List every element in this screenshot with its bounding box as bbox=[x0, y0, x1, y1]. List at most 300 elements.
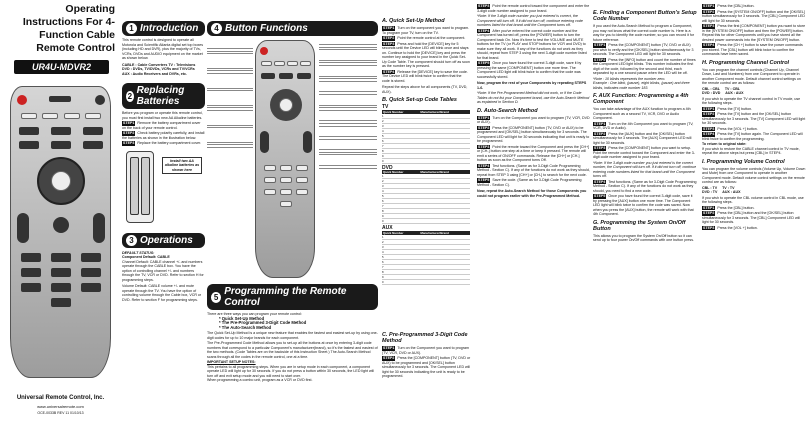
remote-button bbox=[21, 113, 37, 119]
remote-button bbox=[261, 73, 275, 79]
repeat-note: Now, repeat the Auto-Search Method for those Components you could not program earlier with the Pre-Programmed Method. bbox=[477, 189, 587, 198]
section-header bbox=[207, 21, 378, 36]
callout-rule bbox=[319, 168, 377, 169]
section-text: You can program the volume controls (Volume Up, Volume Down and Mute) from one Component to operate in another Component mode. Default volume control settings on the remote control are as follows: bbox=[702, 166, 806, 184]
quick-number-cell: 4 bbox=[382, 128, 419, 133]
step-text: Press the [AUX] button and the [OK/SEL] button simultaneously for 3 seconds. The [AUX] Component LED will light for 30 seconds. bbox=[593, 131, 692, 145]
programming-intro: There are three ways you can program your remote control: bbox=[207, 312, 302, 316]
callout-rule bbox=[319, 107, 377, 108]
remote-button bbox=[81, 268, 101, 277]
programming-text: The Quick Set-Up Method is a unique new feature that enables the fastest and easiest set-up by using one-digit codes for up to 10 major brands for each component. bbox=[207, 331, 378, 340]
step-row bbox=[593, 122, 697, 131]
battery-step bbox=[122, 141, 205, 146]
ok-button bbox=[51, 171, 71, 191]
column-header: Quick Number bbox=[382, 110, 419, 114]
step-text: Press the [COMPONENT] button (TV, DVD or AUX) to be programmed and [OK/SEL] button simultaneously for 3 seconds. The Component LED will light for 30 seconds indicating the unit is ready to be programmed. bbox=[382, 356, 471, 378]
intro-column bbox=[122, 0, 205, 422]
step-row bbox=[477, 164, 590, 178]
remote-button bbox=[51, 283, 71, 292]
column-header: Manufacturer/Brand bbox=[419, 231, 470, 235]
step-badge: STEP3 bbox=[478, 144, 490, 149]
step-text: Test functions. (Same as for 3-Digit Code Programming Method - Section C). If any of the functions do not work as they should, repeat from STEP 3 using [CH+] or [CH-] to search for the next code. bbox=[477, 163, 590, 177]
remote-button bbox=[280, 189, 292, 195]
callout-rule bbox=[207, 127, 253, 128]
battery-note: Install two AA alkaline batteries as shown here bbox=[162, 157, 202, 175]
callout-rule bbox=[319, 126, 377, 127]
step-row bbox=[382, 70, 470, 84]
callout-rule bbox=[319, 123, 377, 124]
quick-number-cell: 1 bbox=[382, 235, 419, 240]
method-item: * The Auto-Search Method bbox=[219, 324, 272, 330]
repeat-note: Now, program the rest of your Components by repeating STEPS 1-6. bbox=[477, 81, 587, 90]
section-c-title: C. Pre-Programmed 3-Digit Code Method bbox=[382, 332, 468, 344]
programming-text: The Pre-Programmed Code Method allows you to set-up all the buttons at once by entering 3-digit code numbers that correspond to a particular Component's manufacturer(brand), so it's the fastest and easiest of the two methods. (Code Tables are on the backside of this Instruction Sheet.) The Auto-Search Method scans through all the codes in the remote control, one at a time. bbox=[207, 341, 378, 359]
callout-rule bbox=[207, 68, 253, 69]
remote-button bbox=[280, 165, 292, 171]
remote-button bbox=[95, 95, 105, 105]
brand-cell bbox=[419, 158, 470, 163]
step-text: Release the [DEVICE] key to save the code. The Device LED will blink twice to confirm that the code is stored. bbox=[382, 69, 468, 83]
column-header: Manufacturer/Brand bbox=[419, 110, 470, 114]
quick-number-cell: 6 bbox=[382, 138, 419, 143]
section-text: If you wish to operate the TV channel control in TV mode, use the following steps. bbox=[702, 96, 801, 105]
callout-rule bbox=[207, 144, 253, 145]
step-row bbox=[702, 43, 806, 57]
callout-rule bbox=[207, 125, 253, 126]
step-row bbox=[382, 346, 472, 355]
callout-rule bbox=[319, 65, 377, 66]
step-badge: STEP3 bbox=[703, 126, 715, 131]
step-row bbox=[702, 4, 806, 9]
callout-rule bbox=[207, 105, 253, 106]
brand-cell bbox=[419, 219, 470, 224]
buttons-column bbox=[207, 0, 378, 422]
remote-button bbox=[274, 61, 285, 66]
callout-rule bbox=[319, 149, 377, 150]
callout-lines-right bbox=[319, 42, 377, 170]
step-text: Press the [CBL] button. bbox=[717, 4, 755, 8]
step-row bbox=[477, 126, 590, 144]
remote-button bbox=[49, 96, 71, 102]
quick-number-cell: 3 bbox=[382, 244, 419, 249]
step-text: Press the [TV] button. bbox=[717, 106, 753, 111]
example-text: Example : One blink, (pause), eight blinks, (pause) and three blinks, indicates code number 183. bbox=[593, 81, 690, 90]
battery-icon bbox=[130, 157, 139, 215]
battery-step bbox=[122, 121, 205, 130]
step-text: Press the [VOL +] button. bbox=[717, 126, 758, 131]
step-row bbox=[382, 36, 470, 41]
remote-button bbox=[264, 165, 276, 171]
power-icon bbox=[17, 95, 27, 105]
step-text: Press the [TV] button again. The Component LED will blink twice to confirm the programming. bbox=[702, 132, 803, 141]
step-badge: STEP1 bbox=[703, 106, 715, 111]
device-line: AUX : Audio Receivers and DVRs, etc. bbox=[122, 71, 187, 76]
method-item: * The Pre-Programmed 3-Digit Code Method bbox=[219, 320, 307, 325]
step-badge: STEP5 bbox=[478, 178, 490, 182]
battery-illustration bbox=[122, 149, 205, 227]
step-badge: STEP1 bbox=[594, 121, 606, 126]
quick-number-cell: 7 bbox=[382, 204, 419, 209]
remote-button bbox=[296, 165, 308, 171]
section-title: Programming the Remote Control bbox=[224, 286, 347, 308]
step-badge: STEP1 bbox=[594, 43, 606, 47]
button-diagram bbox=[207, 36, 378, 282]
mapping-row: CBL : CBL TV : CBL bbox=[702, 86, 740, 91]
model-badge: UR4U-MDVR2 bbox=[14, 60, 109, 74]
step-text: Turn on the Component you want to program (TV, VCR, DVD or AUX). bbox=[382, 346, 469, 355]
intro-text: This remote control is designed to operate all Motorola and Scientific Atlanta digital set top boxes (including HD and DVR), plus the majority of TVs, VCRs, DVDs and AUDIO equipment on the market as shown below. bbox=[122, 38, 204, 60]
quick-number-cell: 5 bbox=[382, 133, 419, 138]
channel-volume-column bbox=[702, 0, 806, 422]
step-badge: STEP3 bbox=[383, 41, 395, 46]
step-text: Once you have found the correct 3-digit code, save it by pressing the [AUX] button one more time. The Component LED light will blink twice to confirm the code was saved. Now when you press the [AUX] button, the remote will work with that 4th Component. bbox=[593, 194, 694, 216]
step-row bbox=[477, 61, 590, 79]
callout-rule bbox=[319, 94, 377, 95]
remote-button bbox=[83, 141, 103, 149]
step-badge: STEP1 bbox=[478, 115, 490, 120]
mapping-row: CBL : TV TV : TV bbox=[702, 185, 735, 190]
step-text: Turn on the Component you want to program (TV, VCR, DVD or AUX). bbox=[477, 115, 590, 124]
quick-number-cell: 9 bbox=[382, 274, 419, 279]
remote-button bbox=[296, 177, 308, 183]
step-text: Turn on the 4th Component you want to program (TV, VCR, DVD or Audio). bbox=[593, 121, 694, 130]
step-row bbox=[382, 356, 472, 379]
step-row bbox=[702, 112, 806, 126]
section-number: 2 bbox=[127, 91, 133, 101]
callout-rule bbox=[319, 120, 377, 121]
step-badge: STEP2 bbox=[703, 9, 715, 14]
remote-button bbox=[83, 127, 103, 135]
step-badge: STEP2 bbox=[594, 131, 606, 136]
step-badge: STEP1 bbox=[703, 205, 715, 210]
step-badge: STEP3 bbox=[478, 4, 490, 8]
section-c-block bbox=[382, 330, 472, 422]
step-text: Press the [SYSTEM ON/OFF] button and the [OK/SEL] button simultaneously for 3 seconds. The [CBL] Component LED will light for 30 seconds. bbox=[702, 9, 806, 23]
step-badge: STEP5 bbox=[594, 194, 606, 198]
dvd-code-table bbox=[382, 170, 470, 224]
remote-button bbox=[42, 113, 58, 119]
step-badge: STEP3 bbox=[123, 141, 135, 145]
remote-button bbox=[17, 213, 29, 243]
method-item: * Quick Set-Up Method bbox=[219, 315, 265, 321]
step-row bbox=[593, 43, 697, 57]
step-badge: STEP1 bbox=[703, 4, 715, 8]
callout-rule bbox=[207, 73, 253, 74]
remote-button bbox=[280, 177, 292, 183]
callout-lines-left bbox=[207, 46, 253, 150]
section-header bbox=[207, 284, 378, 310]
step-row bbox=[702, 10, 806, 24]
callout-rule bbox=[319, 91, 377, 92]
remote-button bbox=[21, 253, 41, 262]
battery-text: Before you program or operate this remote control, you must first install two new AA Alkaline batteries. bbox=[122, 111, 203, 120]
setup-notes-heading: IMPORTANT SETUP NOTES: bbox=[207, 360, 256, 364]
step-text: Point the remote control at the component. bbox=[397, 36, 466, 40]
callout-rule bbox=[319, 47, 377, 48]
callout-rule bbox=[319, 78, 377, 79]
step-text: Save the code. (Same as for 3-Digit Code Programming Method - Section C). bbox=[477, 178, 582, 187]
callout-rule bbox=[207, 107, 253, 108]
step-text: Press the [INFO] button and count the number of times the Component LED light blinks. This number indicates the first digit of the code, followed by the second and third, each separated by a one second pause when the LED will be off. bbox=[593, 57, 696, 75]
battery-icon bbox=[141, 157, 150, 215]
remote-illustration bbox=[10, 86, 111, 378]
step-badge: STEP2 bbox=[594, 57, 606, 62]
section-number: 3 bbox=[126, 235, 137, 246]
section-number: 4 bbox=[211, 23, 222, 34]
step-text: Check battery polarity carefully, and install the batteries as shown in the illustration below. bbox=[122, 131, 205, 140]
brand-cell bbox=[419, 279, 470, 284]
section-text: If you wish to operate the CBL volume control in CBL mode, use the following steps. bbox=[702, 195, 804, 204]
volume-default: Volume Default: CABLE volume +/- and mute operate through the TV. You have the option of controlling volume through the Cable box, VCR or DVD. Refer to section F for programming steps. bbox=[122, 284, 202, 302]
remote-button bbox=[53, 217, 69, 233]
callout-rule bbox=[207, 142, 253, 143]
section-g-title: G. Programming the System On/Off Button bbox=[593, 219, 686, 232]
setup-notes-text: This pertains to all programming steps. When you are in setup mode in each component, a component operate LED will light up for 30 seconds. If you do not press a button within 30 seconds, the LED light will turn off and exit setup mode and you will need to start over. bbox=[207, 364, 375, 378]
callout-rule bbox=[319, 110, 377, 111]
section-text: This allows you to program the System On/Off button so it can send up to four power On/Off commands with one button press. bbox=[593, 233, 695, 242]
step-text: Remove the battery compartment cover on the back of your remote control. bbox=[122, 121, 201, 130]
step-badge: STEP4 bbox=[703, 132, 715, 136]
remote-button bbox=[81, 253, 101, 262]
table-label: AUX bbox=[382, 225, 393, 231]
step-row bbox=[702, 107, 806, 112]
remote-button bbox=[51, 141, 71, 149]
mapping-row: DVD : DVD AUX : AUX bbox=[702, 91, 744, 95]
step-badge: STEP1 bbox=[383, 346, 395, 350]
quick-number-cell: 5 bbox=[382, 194, 419, 199]
footer-company: Universal Remote Control, Inc. bbox=[16, 395, 105, 401]
step-text: Press the [TV] button and the [OK/SEL] button simultaneously for 3 seconds. The [TV] Component LED will light for 30 seconds. bbox=[702, 112, 806, 125]
step-row bbox=[477, 29, 590, 61]
channel-default: Channel Default: CABLE channel +/- and numbers operate through the CABLE box. You have the option of controlling channel +/- and numbers through the TV, VCR or DVD. Refer to section H for programming steps. bbox=[122, 259, 204, 282]
callout-rule bbox=[319, 154, 377, 155]
callout-rule bbox=[319, 139, 377, 140]
quick-number-cell: 2 bbox=[382, 179, 419, 184]
remote-button bbox=[260, 131, 269, 153]
quick-number-cell: 4 bbox=[382, 189, 419, 194]
quick-number-cell: 7 bbox=[382, 264, 419, 269]
step-badge: STEP5 bbox=[478, 61, 490, 65]
section-title: Replacing Batteries bbox=[136, 85, 185, 107]
callout-rule bbox=[319, 49, 377, 50]
code-methods-column bbox=[477, 0, 590, 422]
remote-button bbox=[93, 213, 105, 243]
callout-rule bbox=[319, 81, 377, 82]
step-badge: STEP4 bbox=[594, 179, 606, 184]
step-row bbox=[702, 226, 806, 231]
quick-number-cell: 2 bbox=[382, 118, 419, 123]
section-d-title: D. Auto-Search Method bbox=[477, 107, 538, 114]
aux-code-table bbox=[382, 231, 470, 285]
device-line: CABLE : Cable Converters TV : Televisions bbox=[122, 62, 196, 67]
quick-number-cell: 0 bbox=[382, 279, 419, 284]
step-badge: STEP1 bbox=[383, 26, 395, 30]
step-row bbox=[702, 211, 806, 225]
note-text: *Note: If the 3-digit code number you just entered is the correct number, the Component will turn off. If it did not turn off, continue entering code numbers listed for that brand until the Component turns off. bbox=[593, 160, 697, 178]
step-text: Press the [CH +] button to save the power commands you stored. The [CBL] button will blink twice to confirm the commands have been saved. bbox=[702, 43, 803, 56]
remote-button bbox=[287, 61, 298, 66]
step-text: Point the remote control toward the component and enter the 3-digit code number assigned to your brand. bbox=[477, 4, 590, 13]
remote-button bbox=[64, 113, 80, 119]
callout-rule bbox=[319, 165, 377, 166]
column-header: Manufacturer/Brand bbox=[419, 170, 470, 174]
remote-button bbox=[21, 268, 41, 277]
step-row bbox=[477, 178, 590, 187]
callout-rule bbox=[207, 110, 253, 111]
step-text: Press the [COMPONENT] button you want to setup. Point the remote control toward the Component and enter the 3-digit code number assigned to your brand. bbox=[593, 146, 695, 159]
callout-rule bbox=[207, 90, 253, 91]
quick-number-cell: 7 bbox=[382, 143, 419, 148]
table-row bbox=[382, 279, 470, 284]
step-badge: STEP4 bbox=[478, 163, 490, 168]
step-row bbox=[702, 206, 806, 211]
mapping-row: DVD : TV AUX : AUX bbox=[702, 190, 741, 194]
note-text: *Note: If the Pre-Programmed Method did not work, or if the Code Tables do not list your Component brand, use the Auto-Search Method as explained in Section D. bbox=[477, 91, 590, 104]
callout-rule bbox=[319, 152, 377, 153]
section-header bbox=[122, 233, 205, 248]
section-f-title: F. AUX Function: Programming a 4th Component bbox=[593, 93, 689, 105]
remote-button bbox=[297, 73, 311, 79]
step-row bbox=[477, 4, 590, 13]
remote-button bbox=[280, 201, 292, 207]
step-badge: STEP1 bbox=[123, 121, 135, 125]
footer-url[interactable]: www.universalremote.com bbox=[37, 404, 84, 409]
footer-code: OCE-0033B REV 11 01/10/13 bbox=[37, 411, 84, 415]
note-text: *Note: If the 3-digit code number you just entered is correct, the Component will turn off. If it did not turn off, continue entering code numbers listed for that brand until the Component turns off. bbox=[477, 14, 583, 27]
step-text: Turn on the component you want to program. To program your TV, turn on the TV. bbox=[382, 26, 470, 35]
quick-number-cell: 6 bbox=[382, 259, 419, 264]
section-number: 5 bbox=[211, 292, 221, 303]
step-row bbox=[593, 194, 697, 217]
remote-illustration bbox=[255, 40, 315, 278]
ok-button bbox=[279, 98, 293, 112]
remote-button bbox=[51, 127, 71, 135]
section-text: If you wish to restore the CABLE channel control in TV mode, repeat the above steps but press [CBL] in STEP4. bbox=[702, 146, 800, 155]
quick-number-cell: 5 bbox=[382, 254, 419, 259]
quick-number-cell: 8 bbox=[382, 148, 419, 153]
quick-number-cell: 6 bbox=[382, 199, 419, 204]
remote-button bbox=[19, 127, 39, 135]
step-row bbox=[702, 132, 806, 141]
step-badge: STEP3 bbox=[703, 24, 715, 28]
component-default: Component Default: CABLE bbox=[122, 255, 170, 259]
callout-rule bbox=[319, 62, 377, 63]
step-badge: STEP4 bbox=[383, 69, 395, 74]
aux-column bbox=[593, 0, 697, 422]
remote-button bbox=[279, 73, 293, 79]
remote-button bbox=[300, 61, 311, 66]
battery-step bbox=[122, 131, 205, 140]
section-text: If you used the Auto-Search Method to program a Component, you may not know what the correct code number is. Here is a way for you to identify the code number, so you can record it for future reference. bbox=[593, 24, 695, 42]
remote-button bbox=[264, 189, 276, 195]
remote-button bbox=[19, 141, 39, 149]
quick-number-cell: 9 bbox=[382, 153, 419, 158]
step-text: Test functions. (Same as for 3-Digit Code Programming Method - Section C). If any of the functions do not work as they should, you need to find a new code. bbox=[593, 179, 697, 193]
page-title: Operating Instructions For 4-Function Cable Remote Control bbox=[22, 3, 115, 54]
remote-button bbox=[85, 113, 101, 119]
table-label: DVD bbox=[382, 164, 393, 171]
callout-rule bbox=[207, 88, 253, 89]
remote-button bbox=[303, 131, 312, 153]
column-header: Quick Number bbox=[382, 231, 419, 235]
tv-code-table bbox=[382, 110, 470, 164]
section-title: Introduction bbox=[140, 23, 199, 34]
step-row bbox=[593, 58, 697, 76]
remote-button bbox=[264, 177, 276, 183]
step-row bbox=[382, 26, 470, 35]
note-text: *Note : 10 blinks represents the number zero. bbox=[593, 76, 666, 81]
step-row bbox=[702, 127, 806, 132]
column-header: Quick Number bbox=[382, 170, 419, 174]
power-icon bbox=[260, 47, 268, 55]
section-header bbox=[122, 83, 205, 109]
remote-button bbox=[261, 61, 272, 66]
step-badge: STEP2 bbox=[478, 125, 490, 130]
step-badge: STEP4 bbox=[478, 28, 490, 33]
step-row bbox=[477, 116, 590, 125]
step-text: After you've entered the correct code number and the Component has turned off, press the [POWER] button to turn the Component back On. Now it's time to test the VOLUME and MUTE buttons for the TV (or PLAY and STOP buttons for VCR and DVD) to make sure they all work. If any of the functions do not work as they should, repeat from STEP 3 using the next 3-digit code number listed for that brand. bbox=[477, 28, 587, 60]
callout-rule bbox=[319, 105, 377, 106]
title-column bbox=[0, 0, 121, 422]
callout-rule bbox=[319, 44, 377, 45]
section-title: Operations bbox=[140, 234, 193, 246]
section-h-title: H. Programming Channel Control bbox=[702, 59, 790, 66]
callout-rule bbox=[207, 48, 253, 49]
quick-number-cell: 2 bbox=[382, 239, 419, 244]
section-text: You can program the channel controls (Channel Up, Channel Down, Last and Numbers) from one Component to operate in another Component mode. Default channel control settings on the remote control are as follows: bbox=[702, 67, 801, 85]
step-row bbox=[477, 145, 590, 163]
section-i-title: I. Programming Volume Control bbox=[702, 158, 785, 165]
step-badge: STEP4 bbox=[703, 43, 715, 47]
callout-rule bbox=[319, 60, 377, 61]
remote-button bbox=[51, 268, 71, 277]
table-row bbox=[382, 158, 470, 163]
section-text: You can take advantage of the AUX function to program a 4th Component such as a second TV, VCR, DVD or Audio Component. bbox=[593, 107, 691, 120]
section-b-title: B. Quick Set-up Code Tables bbox=[382, 97, 457, 103]
section-header bbox=[122, 21, 205, 36]
step-text: Press the first [COMPONENT] button you want to store in the [SYSTEM ON/OFF] button and then the [POWER] button. Repeat this for other Components until you have stored all the desired power commands into the [SYSTEM ON/OFF] button. bbox=[702, 24, 806, 42]
step-text: Press the [COMPONENT] button (TV, DVD or AUX) you wish to verify and the [OK/SEL] button simultaneously for 3 seconds. The Component LED will light for 30 seconds. bbox=[593, 43, 694, 56]
quick-number-cell: 9 bbox=[382, 214, 419, 219]
remote-button bbox=[81, 283, 101, 292]
remote-button bbox=[51, 253, 71, 262]
callout-rule bbox=[207, 70, 253, 71]
step-text: Once you have found the correct 3-digit code, save it by pressing the same [COMPONENT] button one more time. The Component LED light will blink twice to confirm that the code was successfully stored. bbox=[477, 61, 582, 79]
table-label: TV bbox=[382, 104, 389, 110]
section-number: 1 bbox=[126, 23, 137, 34]
callout-rule bbox=[207, 53, 253, 54]
quick-number-cell: 3 bbox=[382, 123, 419, 128]
quick-number-cell: 8 bbox=[382, 209, 419, 214]
step-text: Press the [CBL] button. bbox=[717, 205, 755, 210]
quick-number-cell: 0 bbox=[382, 219, 419, 224]
step-badge: STEP2 bbox=[383, 356, 395, 360]
restore-heading: To return to original state: bbox=[702, 142, 747, 146]
default-status-heading: DEFAULT STATUS: bbox=[122, 250, 155, 255]
step-text: Press the [VOL +] button. bbox=[717, 225, 758, 230]
section-title: Button Functions bbox=[225, 23, 308, 34]
step-badge: STEP2 bbox=[123, 131, 135, 135]
step-text: Press the [CBL] button and the [OK/SEL] button simultaneously for 3 seconds. The [CBL] Component LED will light for 30 seconds. bbox=[702, 211, 801, 224]
callout-rule bbox=[207, 51, 253, 52]
section-e-title: E. Finding a Component Button's Setup Code Number bbox=[593, 10, 697, 22]
step-row bbox=[593, 180, 697, 194]
step-badge: STEP2 bbox=[383, 36, 395, 40]
callout-rule bbox=[207, 147, 253, 148]
remote-button bbox=[21, 283, 41, 292]
table-row bbox=[382, 219, 470, 224]
callout-rule bbox=[319, 136, 377, 137]
